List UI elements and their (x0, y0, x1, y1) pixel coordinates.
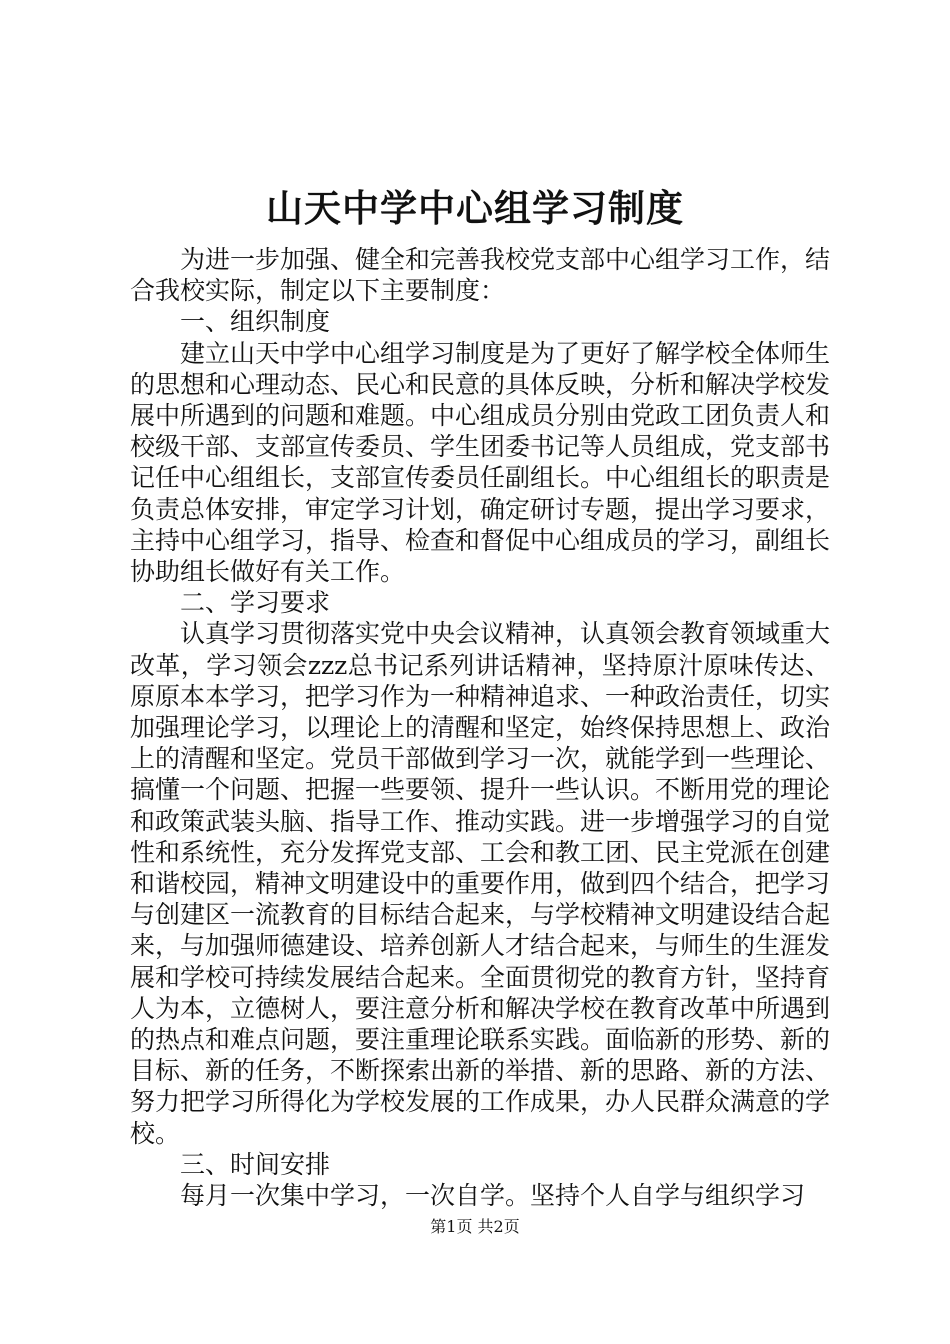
section-body-organization: 建立山天中学中心组学习制度是为了更好了解学校全体师生的思想和心理动态、民心和民意的具体反映，分析和解决学校发展中所遇到的问题和难题。中心组成员分别由党政工团负责人和校级干部、支部宣传委员、学生团委书记等人员组成，党支部书记任中心组组长，支部宣传委员任副组长。中心组组长的职责是负责总体安排，审定学习计划，确定研讨专题，提出学习要求，主持中心组学习，指导、检查和督促中心组成员的学习，副组长协助组长做好有关工作。 (130, 338, 831, 587)
page-footer: 第1页 共2页 (430, 1217, 520, 1236)
section-body-schedule: 每月一次集中学习，一次自学。坚持个人自学与组织学习 (180, 1181, 806, 1211)
document-body (130, 244, 830, 1211)
section-heading-organization: 一、组织制度 (180, 307, 331, 337)
section-body-study-requirements: 认真学习贯彻落实党中央会议精神，认真领会教育领域重大改革，学习领会zzz总书记系列讲话精神，坚持原汁原味传达、原原本本学习，把学习作为一种精神追求、一种政治责任，切实加强理论学习，以理论上的清醒和坚定，始终保持思想上、政治上的清醒和坚定。党员干部做到学习一次，就能学到一些理论、搞懂一个问题、把握一些要领、提升一些认识。不断用党的理论和政策武装头脑、指导工作、推动实践。进一步增强学习的自觉性和系统性，充分发挥党支部、工会和教工团、民主党派在创建和谐校园，精神文明建设中的重要作用，做到四个结合，把学习与创建区一流教育的目标结合起来，与学校精神文明建设结合起来，与加强师德建设、培养创新人才结合起来，与师生的生涯发展和学校可持续发展结合起来。全面贯彻党的教育方针，坚持育人为本，立德树人，要注意分析和解决学校在教育改革中所遇到的热点和难点问题，要注重理论联系实践。面临新的形势、新的目标、新的任务，不断探索出新的举措、新的思路、新的方法、努力把学习所得化为学校发展的工作成果，办人民群众满意的学校。 (130, 619, 831, 1148)
section-heading-study-requirements: 二、学习要求 (180, 588, 331, 618)
section-heading-schedule: 三、时间安排 (180, 1149, 331, 1179)
intro-paragraph: 为进一步加强、健全和完善我校党支部中心组学习工作，结合我校实际，制定以下主要制度： (130, 245, 831, 306)
document-title: 山天中学中心组学习制度 (266, 186, 684, 230)
